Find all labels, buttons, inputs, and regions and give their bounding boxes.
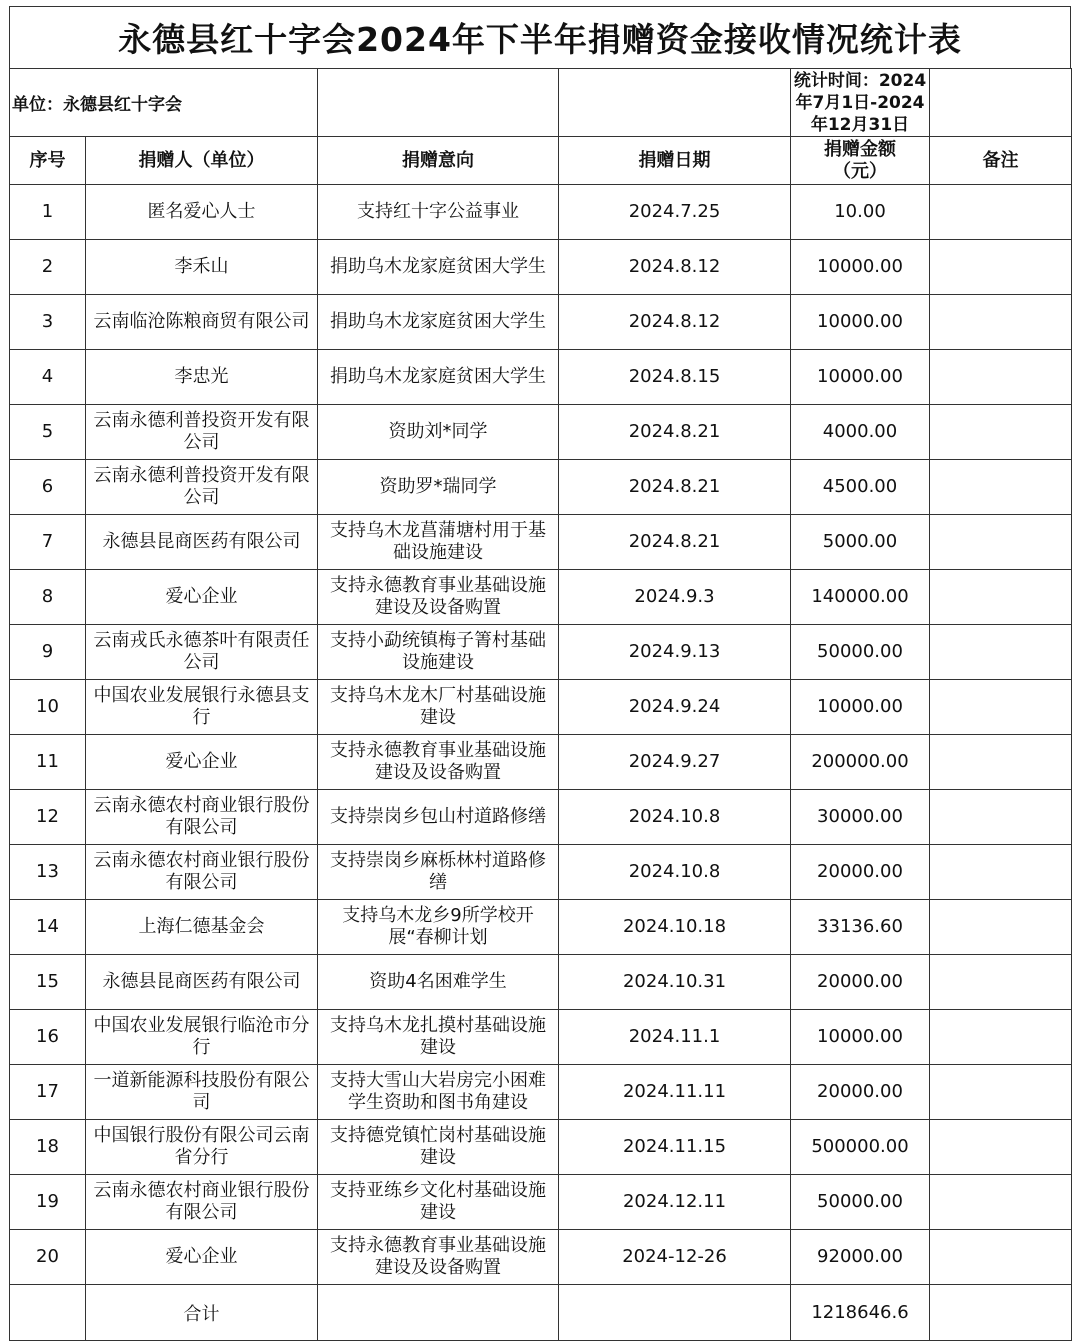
cell-remark [930,625,1072,680]
cell-date: 2024.11.15 [559,1120,791,1175]
cell-purpose: 支持亚练乡文化村基础设施建设 [318,1175,559,1230]
cell-seq: 9 [10,625,86,680]
cell-remark [930,295,1072,350]
header-donor: 捐赠人（单位） [86,137,318,185]
cell-seq: 17 [10,1065,86,1120]
cell-donor: 云南永德农村商业银行股份有限公司 [86,790,318,845]
cell-donor: 上海仁德基金会 [86,900,318,955]
cell-donor: 李禾山 [86,240,318,295]
cell-date: 2024.9.24 [559,680,791,735]
total-empty-cell [930,1285,1072,1341]
cell-amount: 140000.00 [791,570,930,625]
cell-amount: 50000.00 [791,1175,930,1230]
cell-donor: 中国农业发展银行永德县支行 [86,680,318,735]
table-row [10,1010,1072,1065]
cell-amount: 20000.00 [791,955,930,1010]
table-row [10,460,1072,515]
total-empty-cell [559,1285,791,1341]
cell-donor: 中国农业发展银行临沧市分行 [86,1010,318,1065]
cell-date: 2024-12-26 [559,1230,791,1285]
cell-date: 2024.10.18 [559,900,791,955]
cell-donor: 云南临沧陈粮商贸有限公司 [86,295,318,350]
table-row [10,295,1072,350]
cell-remark [930,1120,1072,1175]
cell-amount: 10000.00 [791,350,930,405]
cell-seq: 7 [10,515,86,570]
cell-remark [930,1175,1072,1230]
cell-purpose: 支持永德教育事业基础设施建设及设备购置 [318,1230,559,1285]
cell-purpose: 支持德党镇忙岗村基础设施建设 [318,1120,559,1175]
cell-amount: 30000.00 [791,790,930,845]
cell-date: 2024.11.1 [559,1010,791,1065]
cell-amount: 500000.00 [791,1120,930,1175]
table-row [10,515,1072,570]
cell-purpose: 支持永德教育事业基础设施建设及设备购置 [318,570,559,625]
cell-seq: 20 [10,1230,86,1285]
cell-amount: 10000.00 [791,295,930,350]
cell-date: 2024.8.21 [559,405,791,460]
cell-remark [930,1065,1072,1120]
cell-remark [930,900,1072,955]
cell-date: 2024.8.21 [559,515,791,570]
table-body [10,185,1072,1285]
cell-date: 2024.10.8 [559,845,791,900]
table-row [10,405,1072,460]
cell-purpose: 支持大雪山大岩房完小困难学生资助和图书角建设 [318,1065,559,1120]
table-row [10,735,1072,790]
cell-date: 2024.10.31 [559,955,791,1010]
cell-date: 2024.8.15 [559,350,791,405]
cell-date: 2024.12.11 [559,1175,791,1230]
table-row [10,570,1072,625]
cell-purpose: 捐助乌木龙家庭贫困大学生 [318,350,559,405]
header-amount: 捐赠金额（元） [791,137,930,185]
table-row [10,240,1072,295]
cell-purpose: 支持永德教育事业基础设施建设及设备购置 [318,735,559,790]
table-row [10,900,1072,955]
table-row [10,790,1072,845]
cell-remark [930,405,1072,460]
header-row [10,137,1072,185]
cell-donor: 一道新能源科技股份有限公司 [86,1065,318,1120]
total-label: 合计 [86,1285,318,1341]
table-row [10,1175,1072,1230]
cell-donor: 爱心企业 [86,1230,318,1285]
cell-donor: 李忠光 [86,350,318,405]
cell-amount: 5000.00 [791,515,930,570]
donation-sheet [9,6,1071,1336]
cell-seq: 2 [10,240,86,295]
cell-remark [930,680,1072,735]
cell-seq: 4 [10,350,86,405]
header-remark: 备注 [930,137,1072,185]
meta-empty-cell [318,69,559,137]
table-row [10,1230,1072,1285]
cell-donor: 中国银行股份有限公司云南省分行 [86,1120,318,1175]
table-row [10,185,1072,240]
cell-seq: 5 [10,405,86,460]
table-row [10,1120,1072,1175]
meta-row [10,69,1072,137]
cell-remark [930,460,1072,515]
cell-purpose: 捐助乌木龙家庭贫困大学生 [318,295,559,350]
cell-remark [930,570,1072,625]
cell-seq: 10 [10,680,86,735]
cell-date: 2024.7.25 [559,185,791,240]
cell-purpose: 支持崇岗乡包山村道路修缮 [318,790,559,845]
table-row [10,1065,1072,1120]
cell-seq: 3 [10,295,86,350]
cell-amount: 20000.00 [791,1065,930,1120]
cell-amount: 20000.00 [791,845,930,900]
cell-donor: 永德县昆商医药有限公司 [86,955,318,1010]
cell-purpose: 资助罗*瑞同学 [318,460,559,515]
cell-remark [930,1230,1072,1285]
header-seq: 序号 [10,137,86,185]
cell-date: 2024.8.21 [559,460,791,515]
cell-purpose: 资助刘*同学 [318,405,559,460]
cell-remark [930,350,1072,405]
cell-purpose: 支持乌木龙乡9所学校开展“春柳计划 [318,900,559,955]
cell-seq: 18 [10,1120,86,1175]
page-title: 永德县红十字会2024年下半年捐赠资金接收情况统计表 [9,6,1071,68]
meta-empty-cell [930,69,1072,137]
cell-seq: 1 [10,185,86,240]
cell-seq: 14 [10,900,86,955]
cell-date: 2024.11.11 [559,1065,791,1120]
table-row [10,625,1072,680]
cell-seq: 11 [10,735,86,790]
cell-seq: 16 [10,1010,86,1065]
table-row [10,955,1072,1010]
cell-amount: 10000.00 [791,680,930,735]
cell-donor: 爱心企业 [86,735,318,790]
cell-purpose: 支持红十字公益事业 [318,185,559,240]
total-empty-cell [10,1285,86,1341]
cell-remark [930,790,1072,845]
cell-donor: 云南永德农村商业银行股份有限公司 [86,1175,318,1230]
cell-remark [930,1010,1072,1065]
cell-purpose: 支持乌木龙木厂村基础设施建设 [318,680,559,735]
cell-purpose: 支持乌木龙菖蒲塘村用于基础设施建设 [318,515,559,570]
cell-donor: 永德县昆商医药有限公司 [86,515,318,570]
cell-amount: 4500.00 [791,460,930,515]
cell-seq: 8 [10,570,86,625]
total-amount: 1218646.6 [791,1285,930,1341]
cell-seq: 12 [10,790,86,845]
cell-donor: 匿名爱心人士 [86,185,318,240]
cell-purpose: 支持崇岗乡麻栎林村道路修缮 [318,845,559,900]
cell-purpose: 支持小勐统镇梅子箐村基础设施建设 [318,625,559,680]
meta-empty-cell [559,69,791,137]
cell-purpose: 支持乌木龙扎摸村基础设施建设 [318,1010,559,1065]
table-row [10,680,1072,735]
cell-remark [930,735,1072,790]
cell-donor: 云南永德农村商业银行股份有限公司 [86,845,318,900]
cell-amount: 33136.60 [791,900,930,955]
cell-donor: 云南永德利普投资开发有限公司 [86,405,318,460]
cell-seq: 15 [10,955,86,1010]
donation-table [9,68,1072,1341]
cell-donor: 云南戎氏永德茶叶有限责任公司 [86,625,318,680]
total-row [10,1285,1072,1341]
cell-purpose: 资助4名困难学生 [318,955,559,1010]
cell-date: 2024.8.12 [559,295,791,350]
cell-date: 2024.8.12 [559,240,791,295]
cell-donor: 爱心企业 [86,570,318,625]
cell-amount: 50000.00 [791,625,930,680]
cell-remark [930,955,1072,1010]
cell-amount: 4000.00 [791,405,930,460]
cell-remark [930,845,1072,900]
cell-remark [930,185,1072,240]
table-row [10,845,1072,900]
cell-amount: 10000.00 [791,1010,930,1065]
cell-date: 2024.9.3 [559,570,791,625]
cell-remark [930,515,1072,570]
header-date: 捐赠日期 [559,137,791,185]
cell-amount: 92000.00 [791,1230,930,1285]
cell-seq: 6 [10,460,86,515]
cell-donor: 云南永德利普投资开发有限公司 [86,460,318,515]
table-row [10,350,1072,405]
total-empty-cell [318,1285,559,1341]
unit-label: 单位：永德县红十字会 [10,69,318,137]
cell-remark [930,240,1072,295]
cell-amount: 10000.00 [791,240,930,295]
cell-amount: 200000.00 [791,735,930,790]
cell-purpose: 捐助乌木龙家庭贫困大学生 [318,240,559,295]
cell-date: 2024.10.8 [559,790,791,845]
period-label: 统计时间：2024年7月1日-2024年12月31日 [791,69,930,137]
cell-seq: 19 [10,1175,86,1230]
cell-seq: 13 [10,845,86,900]
header-purpose: 捐赠意向 [318,137,559,185]
cell-date: 2024.9.13 [559,625,791,680]
cell-date: 2024.9.27 [559,735,791,790]
cell-amount: 10.00 [791,185,930,240]
